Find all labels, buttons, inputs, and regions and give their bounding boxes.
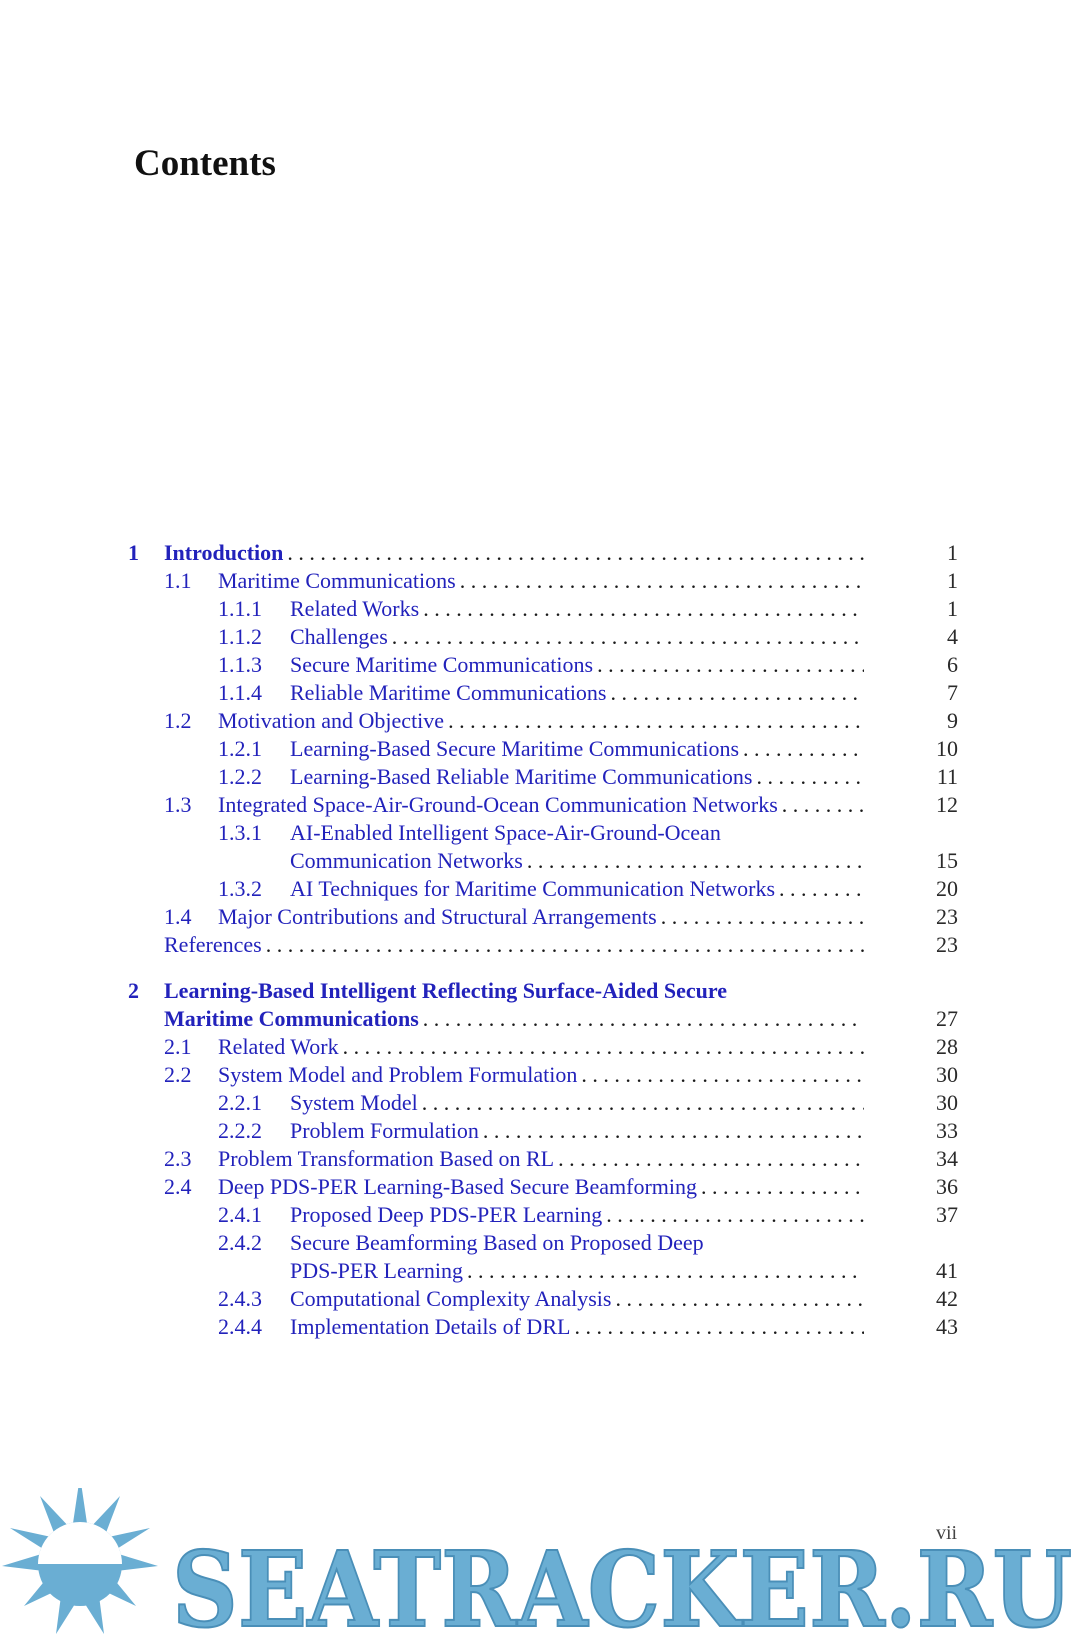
toc-page: 36 — [936, 1174, 958, 1199]
toc-title[interactable]: Major Contributions and Structural Arrangements — [218, 904, 657, 929]
toc-title-continued[interactable]: Maritime Communications — [164, 1006, 419, 1031]
dot-leader — [615, 1284, 864, 1314]
toc-title-continued[interactable]: PDS-PER Learning — [290, 1258, 463, 1283]
toc-page: 41 — [936, 1258, 958, 1283]
toc-section-2-1[interactable] — [0, 1032, 1080, 1062]
toc-number: 1.1.2 — [218, 624, 262, 649]
toc-page: 37 — [936, 1202, 958, 1227]
toc-number: 2.4.3 — [218, 1286, 262, 1311]
toc-page: 27 — [936, 1006, 958, 1031]
toc-number: 1 — [128, 540, 139, 565]
toc-page: 1 — [947, 540, 958, 565]
toc-page: 9 — [947, 708, 958, 733]
dot-leader — [611, 678, 865, 708]
dot-leader — [606, 1200, 864, 1230]
toc-chapter-2-continued[interactable] — [0, 1004, 1080, 1034]
toc-number: 2.2.1 — [218, 1090, 262, 1115]
dot-leader — [467, 1256, 864, 1286]
dot-leader — [597, 650, 864, 680]
toc-number: 2.4.1 — [218, 1202, 262, 1227]
toc-title[interactable]: Maritime Communications — [218, 568, 456, 593]
toc-title[interactable]: System Model and Problem Formulation — [218, 1062, 578, 1087]
toc-subsection-2-4-2[interactable] — [0, 1228, 1080, 1258]
dot-leader — [661, 902, 864, 932]
toc-section-2-3[interactable] — [0, 1144, 1080, 1174]
toc-number: 1.2.2 — [218, 764, 262, 789]
watermark-logo — [0, 1488, 1080, 1637]
toc-subsection-2-4-2-continued[interactable] — [0, 1256, 1080, 1286]
dot-leader — [287, 538, 864, 568]
toc-section-1-2[interactable] — [0, 706, 1080, 736]
toc-section-2-2[interactable] — [0, 1060, 1080, 1090]
toc-page: 28 — [936, 1034, 958, 1059]
toc-number: 1.2 — [164, 708, 192, 733]
dot-leader — [743, 734, 864, 764]
toc-subsection-1-1-2[interactable] — [0, 622, 1080, 652]
toc-number: 1.1.3 — [218, 652, 262, 677]
toc-chapter-1[interactable] — [0, 538, 1080, 568]
toc-title-continued[interactable]: Communication Networks — [290, 848, 523, 873]
dot-leader — [574, 1312, 864, 1342]
toc-subsection-2-4-3[interactable] — [0, 1284, 1080, 1314]
toc-references-1[interactable] — [0, 930, 1080, 960]
toc-page: 6 — [947, 652, 958, 677]
toc-page: 10 — [936, 736, 958, 761]
dot-leader — [343, 1032, 864, 1062]
dot-leader — [423, 594, 864, 624]
toc-number: 1.2.1 — [218, 736, 262, 761]
toc-subsection-1-1-3[interactable] — [0, 650, 1080, 680]
toc-page: 23 — [936, 904, 958, 929]
toc-title[interactable]: Introduction — [164, 540, 284, 565]
toc-number: 2.4.2 — [218, 1230, 262, 1255]
toc-section-1-4[interactable] — [0, 902, 1080, 932]
toc-title[interactable]: Problem Formulation — [290, 1118, 479, 1143]
toc-page: 1 — [947, 568, 958, 593]
toc-page: 30 — [936, 1090, 958, 1115]
dot-leader — [757, 762, 865, 792]
dot-leader — [483, 1116, 864, 1146]
toc-number: 1.3.2 — [218, 876, 262, 901]
toc-section-1-3[interactable] — [0, 790, 1080, 820]
toc-page: 23 — [936, 932, 958, 957]
toc-number: 1.3.1 — [218, 820, 262, 845]
toc-section-2-4[interactable] — [0, 1172, 1080, 1202]
toc-page: 43 — [936, 1314, 958, 1339]
dot-leader — [782, 790, 864, 820]
toc-title[interactable]: AI-Enabled Intelligent Space-Air-Ground-Ocean — [290, 820, 721, 845]
toc-title[interactable]: AI Techniques for Maritime Communication Networks — [290, 876, 776, 901]
toc-title[interactable]: Learning-Based Reliable Maritime Communications — [290, 764, 753, 789]
toc-subsection-1-3-1-continued[interactable] — [0, 846, 1080, 876]
toc-number: 2.4 — [164, 1174, 192, 1199]
toc-title[interactable]: Reliable Maritime Communications — [290, 680, 607, 705]
toc-number: 2.3 — [164, 1146, 192, 1171]
watermark-text: SEATRACKER.RU — [172, 1528, 1072, 1637]
page-number: vii — [936, 1522, 958, 1544]
toc-subsection-2-4-4[interactable] — [0, 1312, 1080, 1342]
toc-page: 42 — [936, 1286, 958, 1311]
toc-title[interactable]: References — [164, 932, 262, 957]
toc-title[interactable]: System Model — [290, 1090, 418, 1115]
dot-leader — [527, 846, 864, 876]
toc-page: 7 — [947, 680, 958, 705]
toc-number: 2.2 — [164, 1062, 192, 1087]
toc-title[interactable]: Learning-Based Secure Maritime Communications — [290, 736, 740, 761]
toc-subsection-2-4-1[interactable] — [0, 1200, 1080, 1230]
toc-title[interactable]: Secure Beamforming Based on Proposed Deep — [290, 1230, 704, 1255]
toc-number: 2 — [128, 978, 139, 1003]
dot-leader — [460, 566, 864, 596]
dot-leader — [423, 1004, 864, 1034]
toc-title[interactable]: Integrated Space-Air-Ground-Ocean Communication Networks — [218, 792, 778, 817]
toc-number: 2.1 — [164, 1034, 192, 1059]
toc-title[interactable]: Computational Complexity Analysis — [290, 1286, 612, 1311]
toc-title[interactable]: Motivation and Objective — [218, 708, 445, 733]
toc-title[interactable]: Problem Transformation Based on RL — [218, 1146, 555, 1171]
toc-subsection-1-1-4[interactable] — [0, 678, 1080, 708]
dot-leader — [779, 874, 864, 904]
dot-leader — [422, 1088, 864, 1118]
toc-number: 1.3 — [164, 792, 192, 817]
toc-title[interactable]: Learning-Based Intelligent Reflecting Surface-Aided Secure — [164, 978, 727, 1003]
toc-section-1-1[interactable] — [0, 566, 1080, 596]
dot-leader — [448, 706, 864, 736]
toc-subsection-1-2-2[interactable] — [0, 762, 1080, 792]
toc-title[interactable]: Proposed Deep PDS-PER Learning — [290, 1202, 603, 1227]
sun-icon — [2, 1488, 158, 1634]
toc-number: 2.2.2 — [218, 1118, 262, 1143]
toc-number: 1.1 — [164, 568, 192, 593]
dot-leader — [392, 622, 864, 652]
toc-number: 2.4.4 — [218, 1314, 262, 1339]
toc-title[interactable]: Implementation Details of DRL — [290, 1314, 571, 1339]
dot-leader — [701, 1172, 864, 1202]
toc-subsection-1-2-1[interactable] — [0, 734, 1080, 764]
toc-subsection-2-2-2[interactable] — [0, 1116, 1080, 1146]
toc-page: 30 — [936, 1062, 958, 1087]
toc-title[interactable]: Secure Maritime Communications — [290, 652, 594, 677]
toc-title[interactable]: Challenges — [290, 624, 388, 649]
toc-number: 1.1.1 — [218, 596, 262, 621]
toc-page: 4 — [947, 624, 958, 649]
toc-page: 34 — [936, 1146, 958, 1171]
toc-title[interactable]: Related Works — [290, 596, 420, 621]
toc-subsection-1-3-1[interactable] — [0, 818, 1080, 848]
toc-chapter-2[interactable] — [0, 976, 1080, 1006]
toc-page: 20 — [936, 876, 958, 901]
toc-subsection-1-3-2[interactable] — [0, 874, 1080, 904]
toc-subsection-1-1-1[interactable] — [0, 594, 1080, 624]
dot-leader — [581, 1060, 864, 1090]
toc-page: 12 — [936, 792, 958, 817]
toc-page: 1 — [947, 596, 958, 621]
toc-subsection-2-2-1[interactable] — [0, 1088, 1080, 1118]
toc-title[interactable]: Deep PDS-PER Learning-Based Secure Beamforming — [218, 1174, 697, 1199]
toc-number: 1.1.4 — [218, 680, 262, 705]
dot-leader — [558, 1144, 864, 1174]
toc-page: 11 — [936, 764, 958, 789]
toc-page: 33 — [936, 1118, 958, 1143]
page-title: Contents — [134, 143, 276, 184]
toc-number: 1.4 — [164, 904, 192, 929]
dot-leader — [266, 930, 864, 960]
toc-title[interactable]: Related Work — [218, 1034, 339, 1059]
toc-page: 15 — [936, 848, 958, 873]
